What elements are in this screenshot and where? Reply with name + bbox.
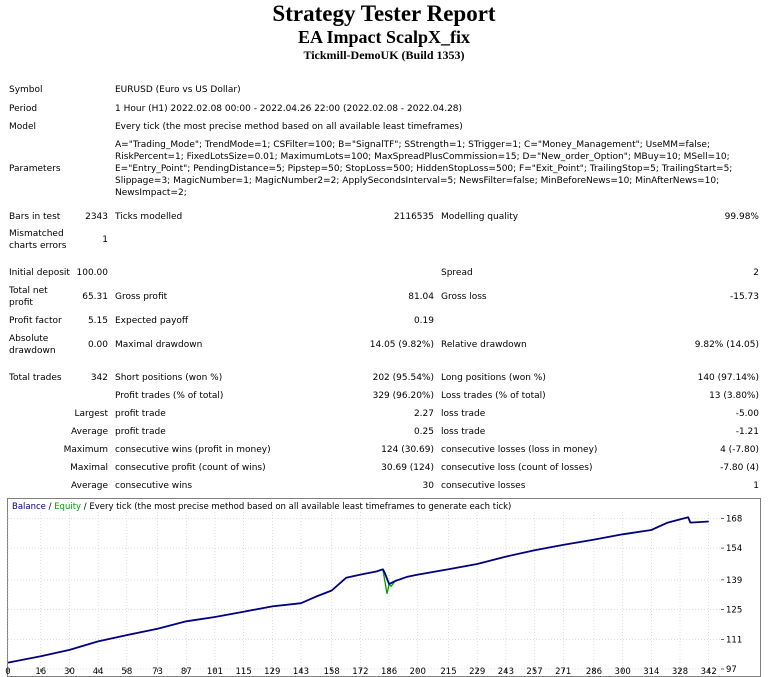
x-tick-label: 186 (380, 667, 398, 677)
symbol-label: Symbol (9, 85, 43, 95)
gross-loss-label: Gross loss (441, 292, 487, 302)
balance-chart (7, 498, 761, 677)
y-tick-label: 168 (726, 514, 743, 525)
spread-value: 2 (753, 268, 759, 278)
legend-description: / Every tick (the most precise method based on all available least timeframes to generate each tick) (81, 502, 512, 512)
x-tick-label: 300 (614, 667, 631, 677)
symbol-value: EURUSD (Euro vs US Dollar) (115, 85, 241, 95)
x-tick-label: 0 (5, 667, 11, 677)
maximal-label: Maximal (70, 463, 108, 473)
x-tick-label: 87 (180, 667, 192, 677)
average-label: Average (71, 427, 108, 437)
x-tick-label: 44 (92, 667, 104, 677)
maximal-drawdown-value: 14.05 (9.82%) (369, 340, 434, 350)
profit-trades-label: Profit trades (% of total) (115, 391, 224, 401)
largest-loss-label: loss trade (441, 409, 486, 419)
legend-separator: / (45, 502, 55, 512)
ticks-value: 2116535 (393, 212, 434, 222)
x-tick-label: 129 (264, 667, 281, 677)
max-consecutive-profit-label: consecutive profit (count of wins) (115, 463, 266, 473)
legend-balance: Balance (12, 502, 46, 512)
y-tick-label: 139 (726, 575, 743, 586)
largest-label: Largest (74, 409, 108, 419)
x-tick-label: 172 (352, 667, 369, 677)
short-positions-value: 202 (95.54%) (372, 373, 434, 383)
relative-drawdown-label: Relative drawdown (441, 340, 527, 350)
y-tick-label: 154 (726, 544, 743, 555)
parameters-label: Parameters (9, 164, 61, 174)
quality-value: 99.98% (724, 212, 759, 222)
x-tick-label: 115 (235, 667, 252, 677)
report-title: Strategy Tester Report (272, 1, 496, 26)
long-positions-value: 140 (97.14%) (697, 373, 759, 383)
absolute-drawdown-label-2: drawdown (9, 346, 56, 356)
average-profit-label: profit trade (115, 427, 166, 437)
chart-frame (8, 499, 761, 677)
largest-profit-label: profit trade (115, 409, 166, 419)
ticks-label: Ticks modelled (115, 212, 183, 222)
average-consecutive-label: Average (71, 481, 108, 491)
x-tick-label: 328 (671, 667, 689, 677)
maximal-drawdown-label: Maximal drawdown (115, 340, 203, 350)
maximum-label: Maximum (63, 445, 108, 455)
model-label: Model (9, 122, 37, 132)
expected-payoff-label: Expected payoff (115, 316, 189, 326)
deposit-value: 100.00 (76, 268, 108, 278)
x-tick-label: 158 (323, 667, 340, 677)
parameters-line: E="Entry_Point"; PendingDistance=5; Pipstep=50; StopLoss=500; HiddenStopLoss=500; F="Exit_Point"; TrailingStop=5; TrailingStart=5; (115, 164, 733, 174)
absolute-drawdown-label: Absolute (9, 334, 49, 344)
x-tick-label: 243 (497, 667, 514, 677)
profit-trades-value: 329 (96.20%) (372, 391, 434, 401)
quality-label: Modelling quality (441, 212, 519, 222)
average-profit-value: 0.25 (413, 427, 434, 437)
avg-consecutive-wins-value: 30 (422, 481, 434, 491)
y-tick-label: 111 (726, 635, 743, 646)
avg-consecutive-wins-label: consecutive wins (115, 481, 193, 491)
x-tick-label: 200 (409, 667, 426, 677)
long-positions-label: Long positions (won %) (441, 373, 546, 383)
average-loss-value: -1.21 (735, 427, 759, 437)
loss-trades-label: Loss trades (% of total) (441, 391, 546, 401)
x-tick-label: 229 (469, 667, 486, 677)
x-tick-label: 58 (121, 667, 133, 677)
x-tick-label: 342 (700, 667, 717, 677)
avg-consecutive-losses-value: 1 (753, 481, 759, 491)
mismatch-label-2: charts errors (9, 241, 67, 251)
gross-loss-value: -15.73 (729, 292, 759, 302)
expected-payoff-value: 0.19 (413, 316, 434, 326)
x-tick-label: 314 (643, 667, 660, 677)
mismatch-label: Mismatched (9, 229, 64, 239)
profit-factor-label: Profit factor (9, 316, 62, 326)
x-tick-label: 271 (555, 667, 572, 677)
chart-legend (12, 502, 511, 512)
x-tick-label: 30 (64, 667, 75, 677)
profit-factor-value: 5.15 (87, 316, 108, 326)
parameters-line: A="Trading_Mode"; TrendMode=1; CSFilter=100; B="SignalTF"; SStrength=1; STrigger=1; C="Money_Management"; UseMM=false; (115, 140, 710, 150)
largest-loss-value: -5.00 (735, 409, 759, 419)
net-profit-value: 65.31 (82, 292, 108, 302)
net-profit-label: Total net (9, 286, 48, 296)
loss-trades-value: 13 (3.80%) (709, 391, 759, 401)
period-label: Period (9, 104, 38, 114)
x-tick-label: 257 (526, 667, 543, 677)
server-build: Tickmill-DemoUK (Build 1353) (303, 48, 465, 62)
max-consecutive-loss-value: -7.80 (4) (720, 463, 759, 473)
x-tick-label: 286 (585, 667, 603, 677)
y-tick-label: 125 (726, 605, 743, 616)
period-value: 1 Hour (H1) 2022.02.08 00:00 - 2022.04.26 22:00 (2022.02.08 - 2022.04.28) (115, 104, 463, 114)
balance-chart-svg (7, 498, 761, 677)
max-consecutive-loss-label: consecutive loss (count of losses) (441, 463, 593, 473)
parameters-line: Slippage=3; MagicNumber=1; MagicNumber2=2; ApplySecondsInterval=5; NewsFilter=false; MinBeforeNews=10; MinAfterNews=10; (115, 176, 720, 186)
parameters-line: RiskPercent=1; FixedLotsSize=0.01; MaximumLots=100; MaxSpreadPlusCommission=15; D="New_order_Option"; MBuy=10; MSell=10; (115, 152, 730, 162)
avg-consecutive-losses-label: consecutive losses (441, 481, 526, 491)
gross-profit-value: 81.04 (408, 292, 434, 302)
legend-equity: Equity (54, 502, 82, 512)
y-tick-label: 97 (726, 665, 737, 675)
bars-label: Bars in test (9, 212, 61, 222)
absolute-drawdown-value: 0.00 (87, 340, 108, 350)
max-consecutive-profit-value: 30.69 (124) (381, 463, 434, 473)
x-tick-label: 215 (440, 667, 457, 677)
gross-profit-label: Gross profit (115, 292, 168, 302)
largest-profit-value: 2.27 (413, 409, 434, 419)
max-consecutive-losses-label: consecutive losses (loss in money) (441, 445, 598, 455)
total-trades-label: Total trades (9, 373, 62, 383)
x-tick-label: 73 (152, 667, 163, 677)
spread-label: Spread (441, 268, 473, 278)
ea-name: EA Impact ScalpX_fix (297, 27, 470, 47)
mismatch-value: 1 (102, 235, 108, 245)
parameters-line: NewsImpact=2; (115, 188, 187, 198)
total-trades-value: 342 (90, 373, 108, 383)
model-value: Every tick (the most precise method based on all available least timeframes) (115, 122, 463, 132)
net-profit-label-2: profit (9, 298, 33, 308)
deposit-label: Initial deposit (9, 268, 70, 278)
max-consecutive-wins-value: 124 (30.69) (381, 445, 434, 455)
x-tick-label: 143 (292, 667, 310, 677)
relative-drawdown-value: 9.82% (14.05) (694, 340, 759, 350)
x-tick-label: 16 (35, 667, 47, 677)
short-positions-label: Short positions (won %) (115, 373, 223, 383)
bars-value: 2343 (85, 212, 108, 222)
max-consecutive-wins-label: consecutive wins (profit in money) (115, 445, 271, 455)
average-loss-label: loss trade (441, 427, 486, 437)
x-tick-label: 101 (206, 667, 224, 677)
max-consecutive-losses-value: 4 (-7.80) (720, 445, 759, 455)
